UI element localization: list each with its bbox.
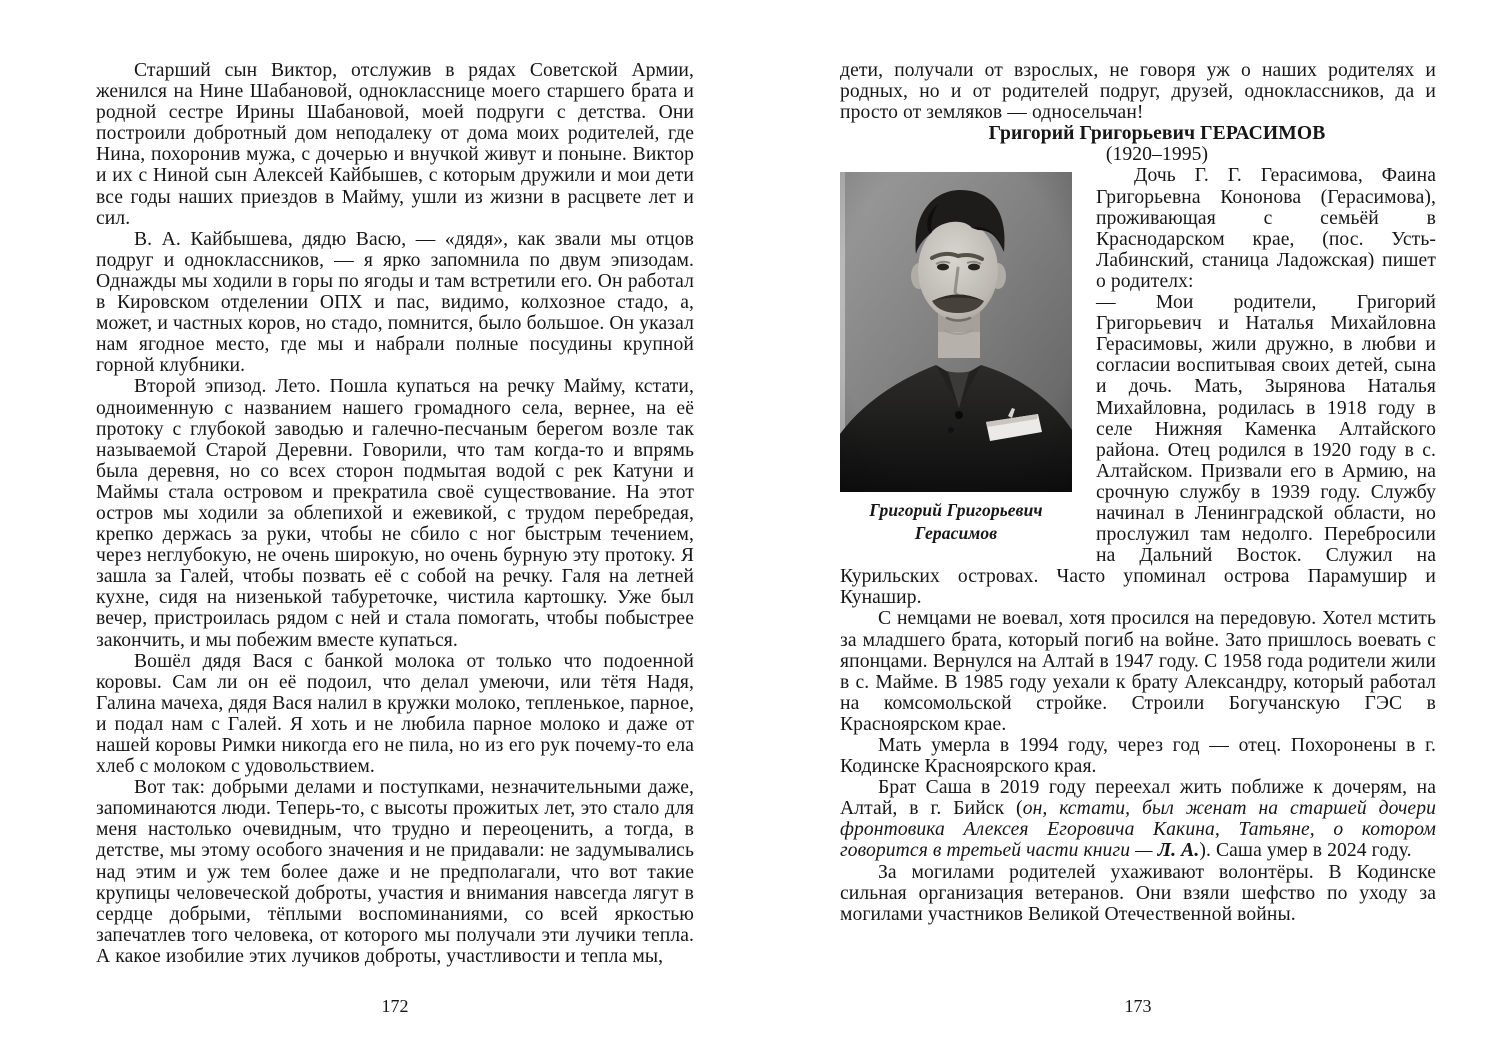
para-brother	[840, 777, 1436, 861]
section-heading-years: (1920–1995)	[1105, 144, 1209, 166]
para-kindness: Вот так: добрыми делами и поступками, незначительными даже, запоминаются люди. Теперь-то, с высоты прожитых лет, это стало для меня настолько очевидным, что трудно и переоценить, а тогда, в детстве, мы этому особого значения и не придавали: не задумывались над этим и уж тем более даже и не предполагали, что вот такие крупицы человеческой доброты, участия и внимания навсегда лягут в сердце добрыми, тёплыми воспоминаниями, со всей яркостью запечатлев того человека, от которого мы получали эти лучики тепла. А какое изобилие этих лучиков доброты, участливости и тепла мы,	[96, 777, 694, 967]
photo-caption-line1: Григорий Григорьевич	[869, 500, 1043, 521]
brother-italic-note: он, кстати, был женат на старшей дочери фронтовика Алексея Егоровича Какина, Татьяне, о котором говорится в третьей части книги —	[840, 798, 1437, 862]
para-daughter-intro: Дочь Г. Г. Герасимова, Фаина Григорьевна Кононова (Герасимова), проживающая с семьёй в Краснодарском крае, (пос. Усть-Лабинский, станица Ладожская) пишет о родителх:	[1096, 165, 1436, 292]
photo-caption-line2: Герасимов	[914, 523, 998, 544]
right-page-text-block	[840, 60, 1436, 925]
portrait-photo	[840, 172, 1072, 492]
photo-caption	[840, 499, 1072, 545]
page-number-173: 173	[1124, 996, 1152, 1016]
para-deaths: Мать умерла в 1994 году, через год — отец. Похоронены в г. Кодинске Красноярского края.	[840, 735, 1436, 778]
left-page-text-block	[96, 60, 694, 967]
section-heading: Григорий Григорьевич ГЕРАСИМОВ	[988, 123, 1326, 145]
brother-text-after: ). Саша умер в 2024 году.	[1199, 840, 1412, 862]
left-page	[96, 0, 694, 1058]
para-kaibyshev: В. А. Кайбышева, дядю Васю, — «дядя», как звали мы отцов подруг и одноклассников, — я ярко запомнила по двум эпизодам. Однажды мы ходили в горы по ягоды и там встретили его. Он работал в Кировском отделении ОПХ и пас, видимо, колхозное стадо, а, может, и частных коров, но стадо, помнится, было большое. Он указал нам ягодное место, где мы и набрали полные посудины крупной горной клубники.	[96, 228, 694, 377]
para-viktor: Старший сын Виктор, отслужив в рядах Советской Армии, женился на Нине Шабановой, однокласснице моего старшего брата и родной сестре Ирины Шабановой, моей подруги с детства. Они построили добротный дом неподалеку от дома моих родителей, где Нина, похоронив мужа, с дочерью и внучкой живут и поныне. Виктор и их с Ниной сын Алексей Кайбышев, с которым дружили и мои дети все годы наших приездов в Майму, ушли из жизни в расцвете лет и сил.	[96, 60, 694, 229]
para-war: С немцами не воевал, хотя просился на передовую. Хотел мстить за младшего брата, который погиб на войне. Зато пришлось воевать с японцами. Вернулся на Алтай в 1947 году. С 1958 года родители жили в с. Майме. В 1985 году уехали к брату Александру, который работал на комсомольской стройке. Строили Богучанскую ГЭС в Красноярском крае.	[840, 608, 1436, 735]
right-page	[840, 0, 1436, 1058]
brother-text-before: Брат Саша в 2019 году переехал жить поближе к дочерям, на Алтай, в г. Бийск (	[840, 777, 1436, 820]
para-continuation: дети, получали от взрослых, не говоря уж о наших родителях и родных, но и от родителей подруг, друзей, одноклассников, да и просто от земляков — односельчан!	[840, 60, 1436, 124]
para-volunteers: За могилами родителей ухаживают волонтёры. В Кодинске сильная организация ветеранов. Они взяли шефство по уходу за могилами участников Великой Отечественной войны.	[840, 861, 1436, 925]
para-episode-two: Второй эпизод. Лето. Пошла купаться на речку Майму, кстати, одноименную с названием нашего громадного села, вернее, на её протоку с глубокой заводью и галечно-песчаным берегом возле так называемой Старой Деревни. Говорили, что там когда-то и впрямь была деревня, но со всех сторон подмытая водой с рек Катуни и Маймы стала островом и прекратила своё существование. На этот остров мы ходили за облепихой и ежевикой, с трудом перебредая, крепко держась за руки, чтобы не сбило с ног быстрым течением, через неглубокую, не очень широкую, но очень бурную эту протоку. Я зашла за Галей, чтобы позвать её с собой на речку. Галя на летней кухне, сидя на низенькой табуреточке, чистила картошку. Уже был вечер, пристроилась рядом с ней и стала помогать, чтобы побыстрее закончить, и мы побежим вместе купаться.	[96, 376, 694, 651]
portrait-figure	[840, 165, 1096, 545]
para-parents: — Мои родители, Григорий Григорьевич и Наталья Михайловна Герасимовы, жили дружно, в любви и согласии воспитывая своих детей, сына и дочь. Мать, Зырянова Наталья Михайловна, родилась в 1918 году в селе Нижняя Каменка Алтайского района. Отец родился в 1920 году в с. Алтайском. Призвали его в Армию, на срочную службу в 1939 году. Службу начинал в Ленинградской области, но прослужил там недолго. Перебросили на Дальний Восток. Служил на Курильских островах. Часто упоминал острова Парамушир и Кунашир.	[840, 292, 1436, 609]
brother-author-initials: Л. А.	[1157, 840, 1200, 862]
para-milk: Вошёл дядя Вася с банкой молока от только что подоенной коровы. Сам ли он её подоил, что делал умеючи, или тётя Надя, Галина мачеха, дядя Вася налил в кружки молоко, тепленькое, парное, и подал нам с Галей. Я хоть и не любила парное молоко и даже от нашей коровы Римки никогда его не пила, но из его рук почему-то ела хлеб с молоком с удовольствием.	[96, 650, 694, 778]
page-number-172: 172	[381, 996, 409, 1016]
